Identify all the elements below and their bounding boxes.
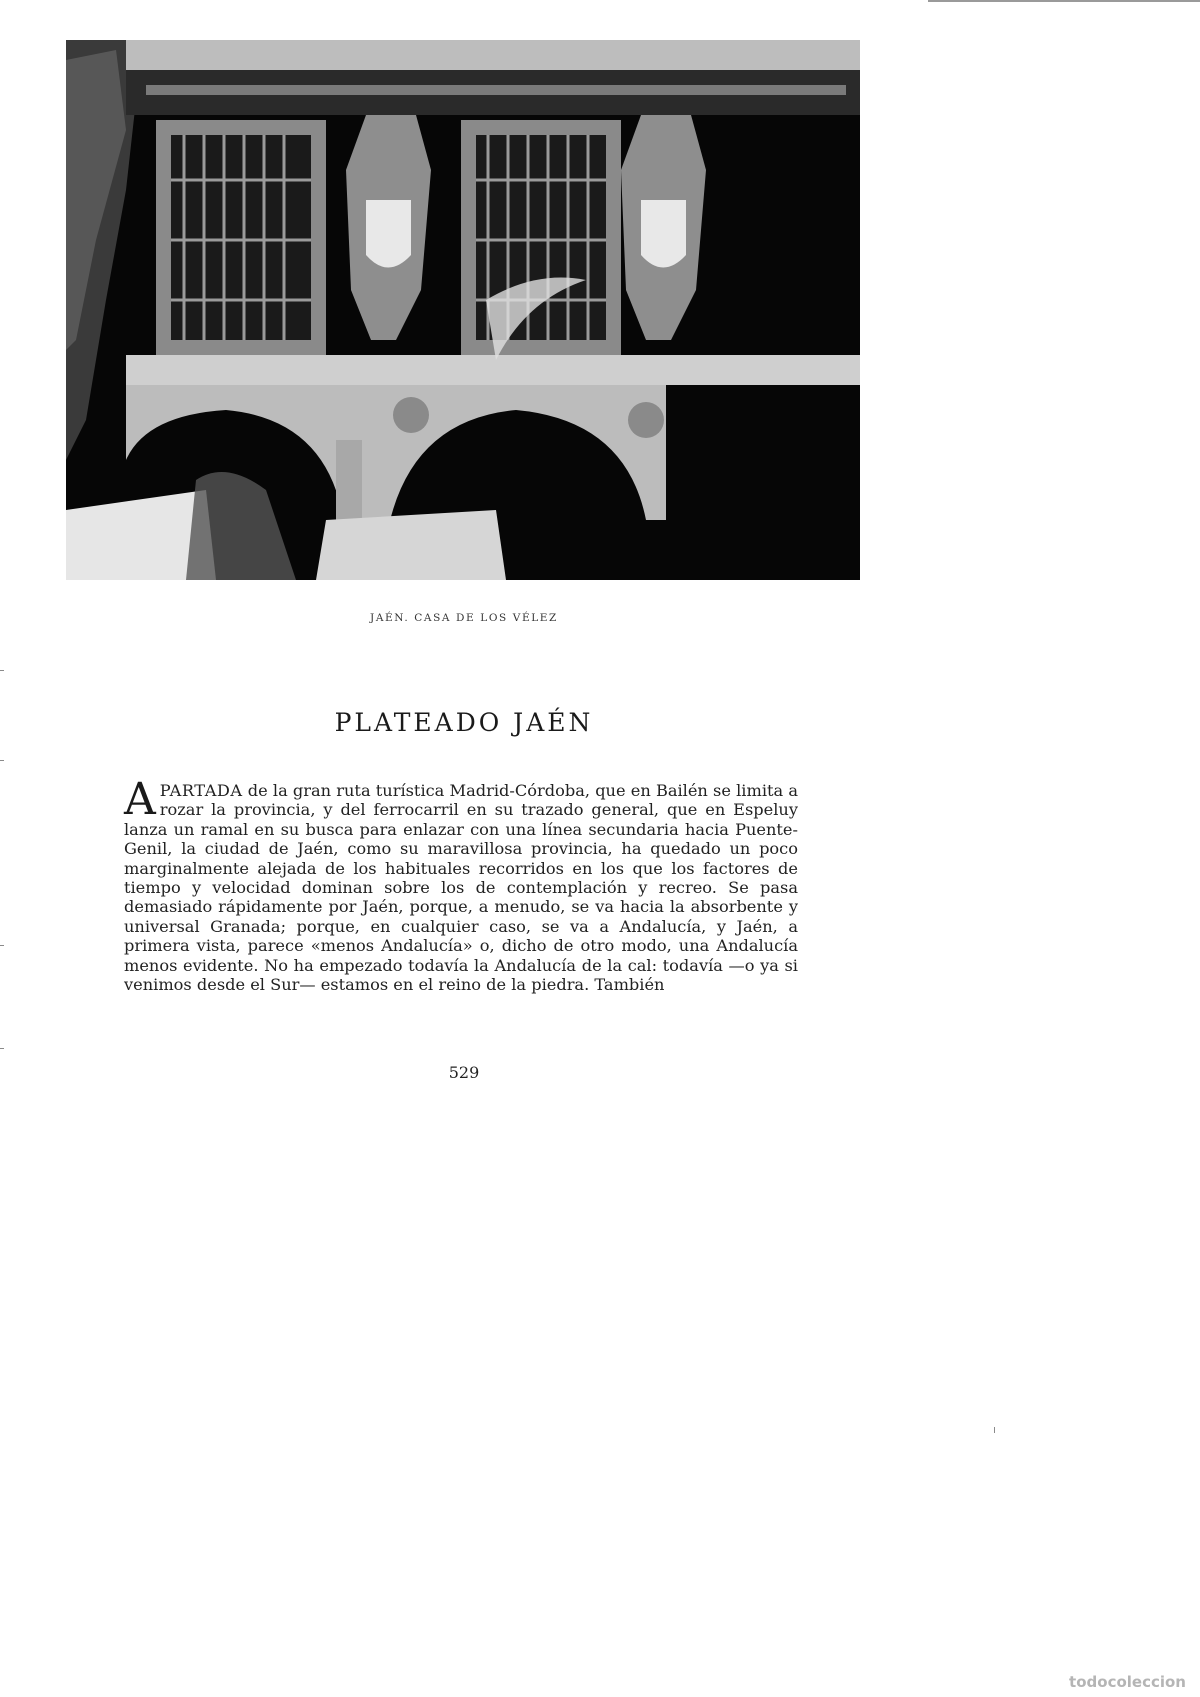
top-edge-line xyxy=(928,0,1200,2)
scan-mark xyxy=(0,760,4,761)
watermark-logo: todocoleccion xyxy=(1069,1673,1186,1691)
page-number: 529 xyxy=(448,1063,480,1082)
scan-mark xyxy=(0,670,4,671)
drop-cap: A xyxy=(124,774,156,825)
building-photo xyxy=(66,40,860,580)
scan-mark xyxy=(994,1427,995,1433)
scan-mark xyxy=(0,945,4,946)
photo-caption: JAÉN. CASA DE LOS VÉLEZ xyxy=(370,612,558,624)
body-paragraph xyxy=(124,774,798,995)
facade-illustration xyxy=(66,40,860,580)
body-text: de la gran ruta turística Madrid-Córdoba, que en Bailén se limita a rozar la provincia, y del ferrocarril en su trazado general, que en Espeluy lanza un ramal en su busca para enlazar con una línea secundaria hacia Puente-Genil, la ciudad de Jaén, como su maravillosa provincia, ha quedado un poco marginalmente alejada de los habituales recorridos en los que los factores de tiempo y velocidad dominan sobre los de contemplación y recreo. Se pasa demasiado rápidamente por Jaén, porque, a menudo, se va hacia la absorbente y universal Granada; porque, en cualquier caso, se va a Andalucía, y Jaén, a primera vista, parece «menos Andalucía» o, dicho de otro modo, una Andalucía menos evidente. No ha empezado todavía la Andalucía de la cal: todavía —o ya si venimos desde el Sur— estamos en el reino de la piedra. También xyxy=(124,781,798,995)
first-word-smallcaps: PARTADA xyxy=(159,781,243,800)
scan-mark xyxy=(0,1048,4,1049)
article-title: PLATEADO JAÉN xyxy=(334,708,594,737)
article-body xyxy=(124,774,798,995)
